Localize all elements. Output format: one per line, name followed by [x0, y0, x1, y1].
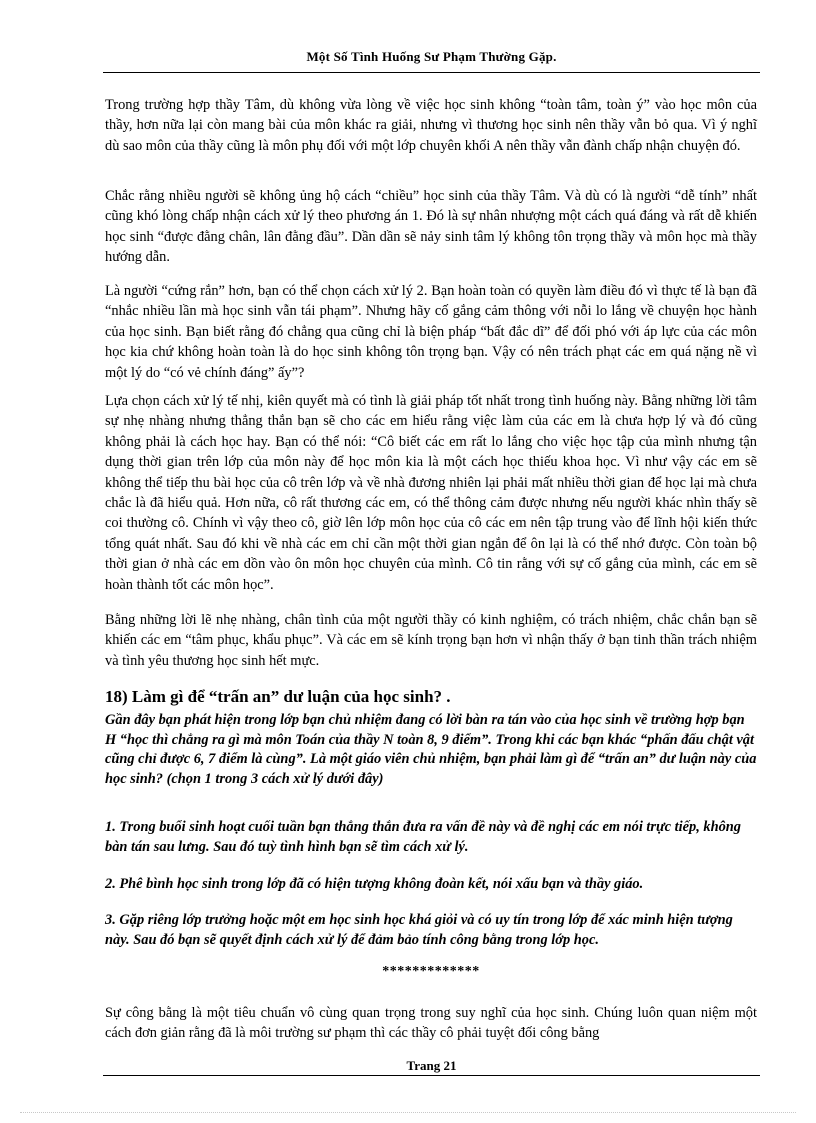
document-title: Một Số Tình Huống Sư Phạm Thường Gặp.: [306, 49, 557, 64]
paragraph: Trong trường hợp thầy Tâm, dù không vừa lòng về việc học sinh không “toàn tâm, toàn ý” vào học môn của thầy, hơn nữa lại còn mang bài của môn khác ra giải, nhưng vì thương học sinh nên thầy vẫn bỏ qua. Vì ý nghĩ dù sao môn của thầy cũng là môn phụ đối với một lớp chuyên khối A nên thầy vẫn đành chấp nhận chuyện đó.: [105, 97, 757, 154]
paragraph: Lựa chọn cách xử lý tế nhị, kiên quyết mà có tình là giải pháp tốt nhất trong tình huống này. Bằng những lời tâm sự nhẹ nhàng nhưng thẳng thắn bạn sẽ cho các em hiểu rằng việc làm của các em là chưa hợp lý và đó cũng không phải là cách học hay. Bạn có thể nói: “Cô biết các em rất lo lắng cho việc học tập của mình nhưng tận dụng thời gian trên lớp của môn này để học môn kia là một cách học thiếu khoa học. Vì như vậy các em sẽ không thể tiếp thu bài học của cô trên lớp và về nhà đương nhiên lại phải mất nhiều thời gian để học lại mà chưa chắc là đã hiểu quả. Hơn nữa, cô rất thương các em, có thể thông cảm được nhưng nếu người khác nhìn thấy sẽ coi thường cô. Chính vì vậy theo cô, giờ lên lớp môn học của cô các em nên tập trung vào để lĩnh hội kiến thức tổng quát nhất. Sau đó khi về nhà các em chỉ cần một thời gian ngắn để ôn lại là có thể nhớ được. Còn toàn bộ thời gian ở nhà các em dồn vào ôn môn học chuyên của mình. Cô tin rằng với sự cố gắng của mình, các em sẽ hoàn thành tốt các môn học”.: [105, 393, 757, 593]
paragraph: Chắc rằng nhiều người sẽ không ủng hộ cách “chiều” học sinh của thầy Tâm. Và dù có là người “dễ tính” nhất cũng khó lòng chấp nhận cách xử lý theo phương án 1. Đó là sự nhân nhượng một cách quá đáng và rất dễ khiến học sinh “được đằng chân, lân đằng đầu”. Dần dần sẽ nảy sinh tâm lý không tôn trọng thầy và môn học mà thầy hướng dẫn.: [105, 188, 757, 266]
section-separator: *************: [382, 964, 480, 979]
page-number: Trang 21: [406, 1058, 457, 1073]
option-2: 2. Phê bình học sinh trong lớp đã có hiện tượng không đoàn kết, nói xấu bạn và thầy giáo.: [105, 876, 644, 892]
page-header: [103, 46, 760, 73]
situation-description: Gần đây bạn phát hiện trong lớp bạn chủ nhiệm đang có lời bàn ra tán vào của học sinh về trường hợp bạn H “học thì chẳng ra gì mà môn Toán của thầy N toàn 8, 9 điểm”. Trong khi các bạn khác “phấn đấu chật vật cũng chỉ được 6, 7 điểm là cùng”. Là một giáo viên chủ nhiệm, bạn phải làm gì để “trấn an” dư luận này của học sinh? (chọn 1 trong 3 cách xử lý dưới đây): [105, 712, 757, 787]
option-1: 1. Trong buổi sinh hoạt cuối tuần bạn thẳng thắn đưa ra vấn đề này và đề nghị các em nói trực tiếp, không bàn tán sau lưng. Sau đó tuỳ tình hình bạn sẽ tìm cách xử lý.: [105, 819, 742, 855]
paragraph: Sự công bằng là một tiêu chuẩn vô cùng quan trọng trong suy nghĩ của học sinh. Chúng luôn quan niệm một cách đơn giản rằng đã là môi trường sư phạm thì các thầy cô phải tuyệt đối công bằng: [105, 1005, 757, 1042]
section-heading: 18) Làm gì để “trấn an” dư luận của học sinh? .: [105, 687, 451, 706]
option-3: 3. Gặp riêng lớp trưởng hoặc một em học sinh học khá giỏi và có uy tín trong lớp để xác minh hiện tượng này. Sau đó bạn sẽ quyết định cách xử lý để đảm bảo tính công bằng trong lớp học.: [105, 912, 733, 948]
paragraph: Là người “cứng rắn” hơn, bạn có thể chọn cách xử lý 2. Bạn hoàn toàn có quyền làm điều đó vì thực tế là bạn đã “nhắc nhiều lần mà học sinh vẫn tái phạm”. Nhưng hãy cố gắng cảm thông với nỗi lo lắng về chuyện học hành của học sinh. Bạn biết rằng đó chẳng qua cũng chỉ là biện pháp “bất đắc dĩ” để đối phó với áp lực của các môn học kia chứ không hoàn toàn là do học sinh không tôn trọng bạn. Vậy có nên trách phạt các em quá nặng nề vì một lý do “có vẻ chính đáng” ấy”?: [105, 283, 757, 381]
page-footer: [103, 1057, 760, 1076]
page-boundary-divider: [20, 1112, 796, 1113]
paragraph: Bằng những lời lẽ nhẹ nhàng, chân tình của một người thầy có kinh nghiệm, có trách nhiệm, chắc chắn bạn sẽ khiến các em “tâm phục, khẩu phục”. Và các em sẽ kính trọng bạn hơn vì nhận thấy ở bạn tinh thần trách nhiệm và tình yêu thương học sinh hết mực.: [105, 612, 757, 669]
